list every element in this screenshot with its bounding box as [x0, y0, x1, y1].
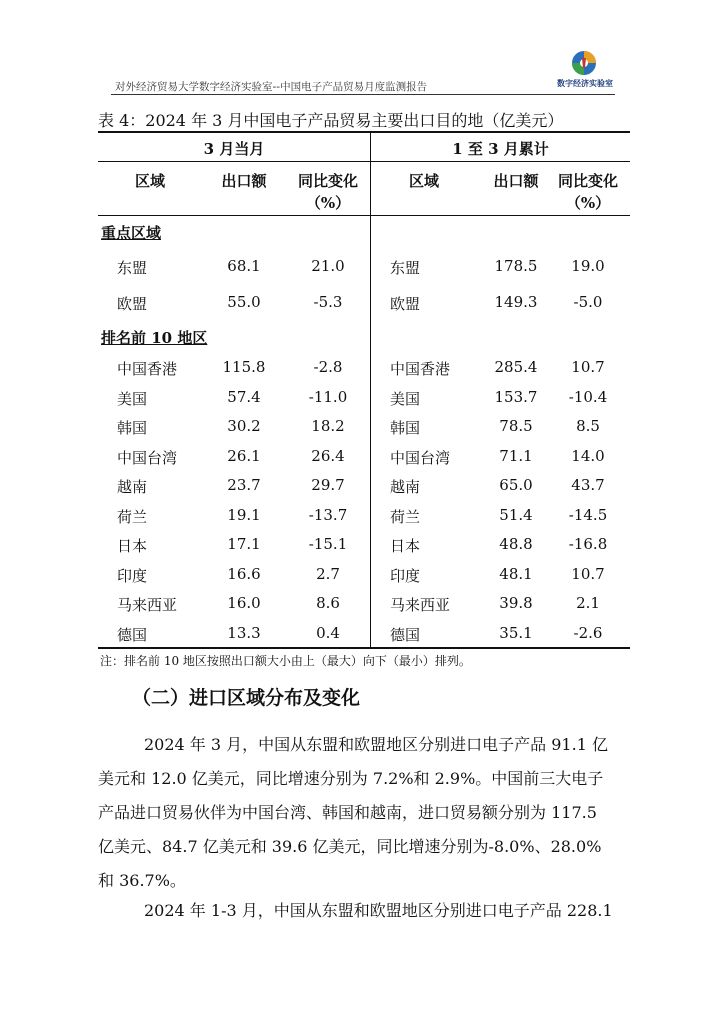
region-cell: 马来西亚: [117, 596, 178, 614]
table-row: [0, 506, 724, 530]
export-cell: 57.4: [227, 388, 261, 406]
export-cell: 285.4: [494, 358, 538, 376]
table-row: [0, 388, 724, 412]
yoy-cell: 8.6: [316, 594, 340, 612]
report-header: [111, 74, 615, 95]
table-note: 注：排名前 10 地区按照出口额大小由上（最大）向下（最小）排列。: [100, 654, 471, 668]
yoy-cell: 18.2: [311, 417, 345, 435]
para-line: 亿美元、84.7 亿美元和 39.6 亿美元，同比增速分别为-8.0%、28.0%: [98, 837, 602, 856]
table-row: [0, 594, 724, 618]
group-header-cumulative: 1 至 3 月累计: [452, 140, 549, 158]
region-cell: 越南: [390, 478, 421, 496]
export-cell: 153.7: [494, 388, 538, 406]
export-cell: 71.1: [499, 447, 533, 465]
yoy-cell: -2.8: [313, 358, 343, 376]
col-header-unit: （%）: [305, 194, 351, 212]
para-line: 2024 年 3 月，中国从东盟和欧盟地区分别进口电子产品 91.1 亿: [144, 735, 608, 754]
table-header-rule: [98, 215, 630, 216]
yoy-cell: -15.1: [308, 535, 348, 553]
col-header-region: 区域: [408, 172, 439, 190]
region-cell: 中国香港: [117, 360, 178, 378]
table-row: [0, 535, 724, 559]
region-cell: 东盟: [117, 259, 148, 277]
export-cell: 65.0: [499, 476, 533, 494]
section-key-regions: 重点区域: [101, 224, 162, 242]
yoy-cell: -5.3: [313, 293, 343, 311]
region-cell: 越南: [117, 478, 148, 496]
export-cell: 48.8: [499, 535, 533, 553]
export-cell: 19.1: [227, 506, 261, 524]
col-header-unit: （%）: [565, 194, 611, 212]
export-cell: 23.7: [227, 476, 261, 494]
region-cell: 荷兰: [390, 508, 421, 526]
col-header-yoy: 同比变化: [557, 172, 618, 190]
export-cell: 30.2: [227, 417, 261, 435]
region-cell: 欧盟: [117, 295, 148, 313]
logo-text: 数字经济实验室: [557, 79, 613, 88]
col-header-export: 出口额: [221, 172, 267, 190]
table-row: [0, 417, 724, 441]
region-cell: 美国: [390, 390, 421, 408]
para-line: 2024 年 1-3 月，中国从东盟和欧盟地区分别进口电子产品 228.1: [144, 901, 613, 920]
table-row: [0, 565, 724, 589]
lab-logo: [557, 50, 611, 90]
yoy-cell: 2.7: [316, 565, 340, 583]
table-row: [0, 293, 724, 317]
table-row: [0, 447, 724, 471]
export-cell: 39.8: [499, 594, 533, 612]
para-line: 产品进口贸易伙伴为中国台湾、韩国和越南，进口贸易额分别为 117.5: [98, 803, 597, 822]
yoy-cell: 43.7: [571, 476, 605, 494]
yoy-cell: 10.7: [571, 565, 605, 583]
region-cell: 荷兰: [117, 508, 148, 526]
para-line: 和 36.7%。: [98, 871, 186, 890]
yoy-cell: 26.4: [311, 447, 345, 465]
yoy-cell: -16.8: [568, 535, 608, 553]
table-caption: 表 4：2024 年 3 月中国电子产品贸易主要出口目的地（亿美元）: [98, 111, 564, 130]
region-cell: 中国台湾: [117, 449, 178, 467]
region-cell: 印度: [390, 567, 421, 585]
yoy-cell: 8.5: [576, 417, 600, 435]
export-cell: 51.4: [499, 506, 533, 524]
region-cell: 德国: [390, 626, 421, 644]
region-cell: 欧盟: [390, 295, 421, 313]
region-cell: 印度: [117, 567, 148, 585]
region-cell: 中国台湾: [390, 449, 451, 467]
yoy-cell: 10.7: [571, 358, 605, 376]
yoy-cell: 29.7: [311, 476, 345, 494]
table-row: [0, 358, 724, 382]
yoy-cell: -13.7: [308, 506, 348, 524]
region-cell: 日本: [390, 537, 421, 555]
yoy-cell: -5.0: [573, 293, 603, 311]
export-cell: 16.0: [227, 594, 261, 612]
yoy-cell: 2.1: [576, 594, 600, 612]
export-cell: 26.1: [227, 447, 261, 465]
col-header-export: 出口额: [493, 172, 539, 190]
export-cell: 17.1: [227, 535, 261, 553]
table-group-rule: [98, 161, 630, 162]
yoy-cell: -11.0: [308, 388, 348, 406]
table-row: [0, 624, 724, 648]
yoy-cell: 21.0: [311, 257, 345, 275]
export-cell: 78.5: [499, 417, 533, 435]
paragraph-import-q1: [98, 894, 616, 928]
export-cell: 68.1: [227, 257, 261, 275]
col-header-yoy: 同比变化: [297, 172, 358, 190]
region-cell: 中国香港: [390, 360, 451, 378]
export-cell: 178.5: [494, 257, 538, 275]
yoy-cell: 14.0: [571, 447, 605, 465]
export-cell: 55.0: [227, 293, 261, 311]
header-title: 对外经济贸易大学数字经济实验室--中国电子产品贸易月度监测报告: [115, 81, 428, 93]
region-cell: 德国: [117, 626, 148, 644]
region-cell: 韩国: [117, 419, 148, 437]
export-cell: 48.1: [499, 565, 533, 583]
export-cell: 13.3: [227, 624, 261, 642]
table-top-rule: [98, 131, 630, 133]
export-cell: 115.8: [222, 358, 266, 376]
export-cell: 35.1: [499, 624, 533, 642]
region-cell: 美国: [117, 390, 148, 408]
paragraph-import-march: [98, 728, 616, 898]
section-top-10: 排名前 10 地区: [101, 329, 208, 347]
export-cell: 16.6: [227, 565, 261, 583]
yoy-cell: 19.0: [571, 257, 605, 275]
globe-logo-icon: [571, 50, 597, 76]
region-cell: 东盟: [390, 259, 421, 277]
para-line: 美元和 12.0 亿美元，同比增速分别为 7.2%和 2.9%。中国前三大电子: [98, 769, 604, 788]
yoy-cell: -10.4: [568, 388, 608, 406]
yoy-cell: -2.6: [573, 624, 603, 642]
yoy-cell: 0.4: [316, 624, 340, 642]
export-cell: 149.3: [494, 293, 538, 311]
region-cell: 马来西亚: [390, 596, 451, 614]
region-cell: 日本: [117, 537, 148, 555]
table-row: [0, 257, 724, 281]
col-header-region: 区域: [134, 172, 165, 190]
section-title: （二）进口区域分布及变化: [132, 687, 361, 709]
yoy-cell: -14.5: [568, 506, 608, 524]
region-cell: 韩国: [390, 419, 421, 437]
table-row: [0, 476, 724, 500]
group-header-month: 3 月当月: [203, 140, 265, 158]
